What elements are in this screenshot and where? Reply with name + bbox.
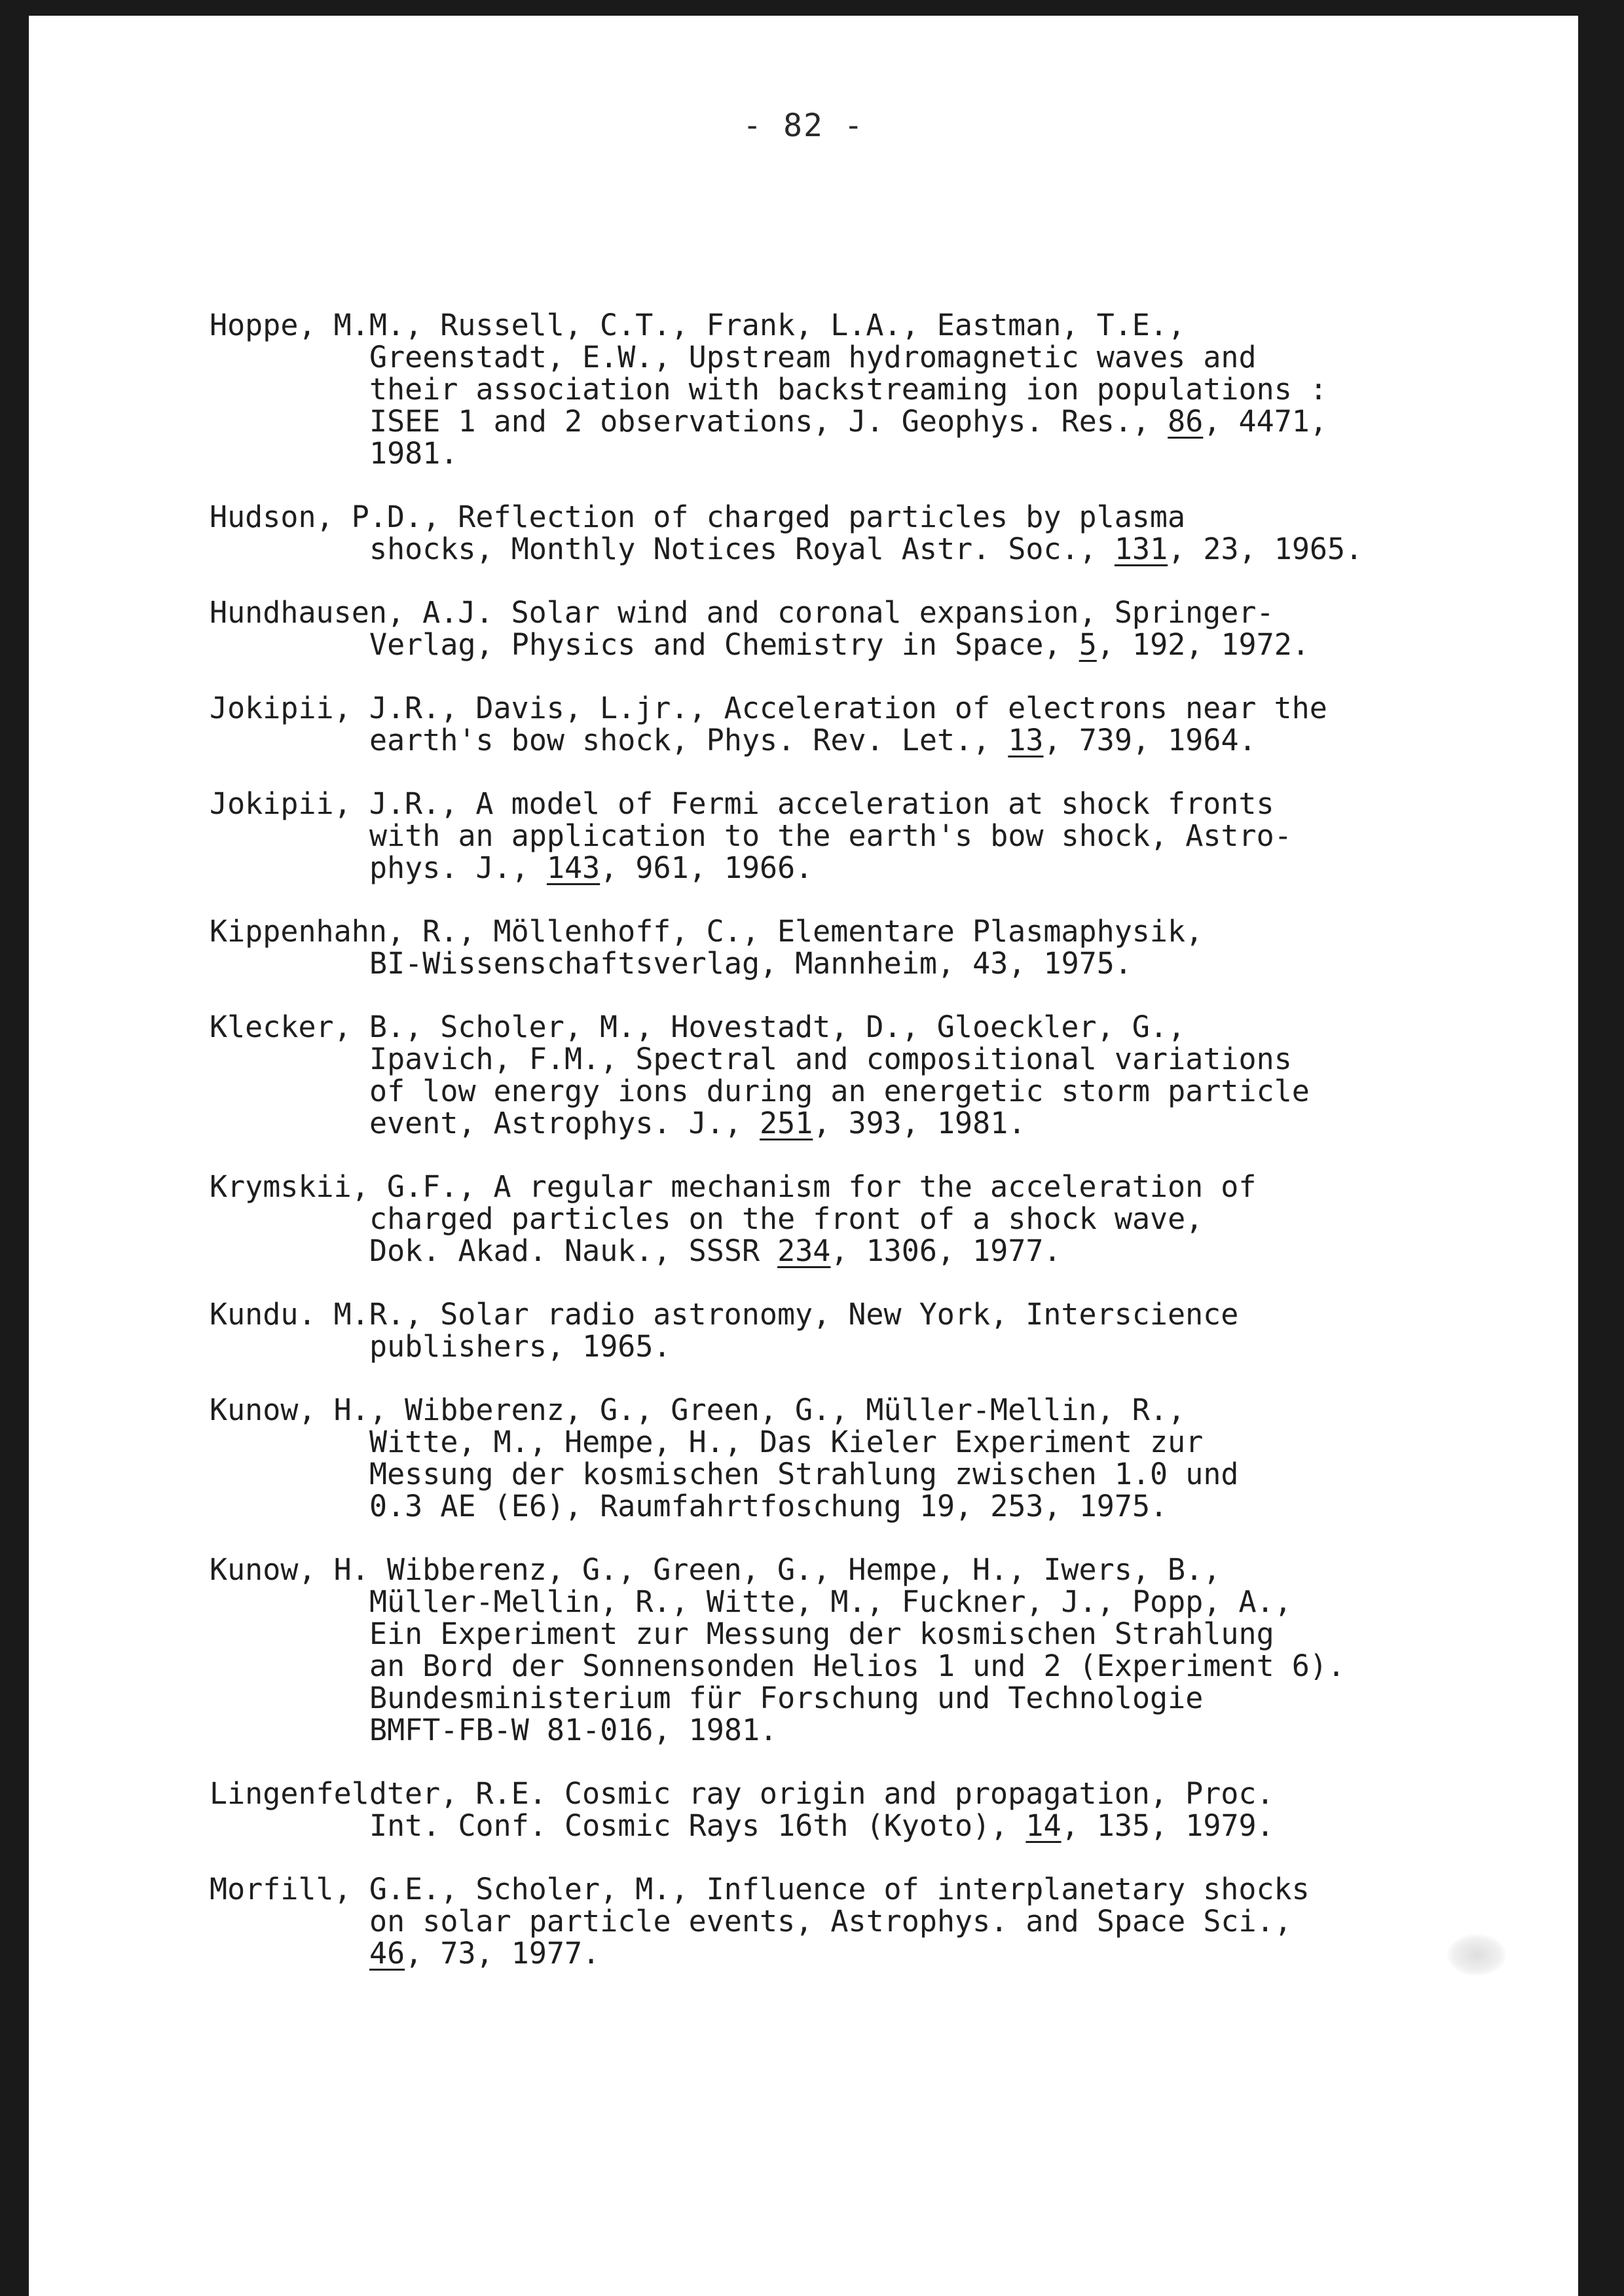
reference-text: Hudson, P.D., Reflection of charged particles by plasma: [210, 500, 1186, 534]
reference-text: ISEE 1 and 2 observations, J. Geophys. Res.,: [369, 404, 1168, 439]
reference-first-line: [210, 915, 1559, 947]
reference-text: with an application to the earth's bow shock, Astro-: [369, 818, 1292, 853]
reference-entry: [210, 915, 1559, 979]
reference-first-line: [210, 596, 1559, 629]
reference-first-line: [210, 1554, 1559, 1586]
reference-continuation-line: [210, 820, 1559, 852]
reference-continuation-line: [210, 533, 1559, 565]
reference-first-line: [210, 1777, 1559, 1810]
reference-entry: [210, 309, 1559, 469]
reference-continuation-line: [210, 1937, 1559, 1969]
reference-continuation-line: [210, 341, 1559, 373]
reference-text: an Bord der Sonnensonden Helios 1 und 2 (Experiment 6).: [369, 1649, 1346, 1683]
volume-number: 234: [777, 1233, 831, 1268]
reference-continuation-line: [210, 1714, 1559, 1746]
reference-text: shocks, Monthly Notices Royal Astr. Soc.,: [369, 532, 1115, 566]
reference-text: Kundu. M.R., Solar radio astronomy, New York, Interscience: [210, 1297, 1239, 1332]
reference-text: , 192, 1972.: [1096, 627, 1310, 662]
reference-text: earth's bow shock, Phys. Rev. Let.,: [369, 723, 1008, 757]
reference-text: Klecker, B., Scholer, M., Hovestadt, D., Gloeckler, G.,: [210, 1010, 1186, 1044]
volume-number: 5: [1079, 627, 1097, 662]
reference-continuation-line: [210, 1618, 1559, 1650]
reference-continuation-line: [210, 1458, 1559, 1490]
reference-text: Greenstadt, E.W., Upstream hydromagnetic waves and: [369, 340, 1257, 374]
reference-first-line: [210, 692, 1559, 724]
reference-entry: [210, 788, 1559, 884]
reference-text: Hoppe, M.M., Russell, C.T., Frank, L.A., Eastman, T.E.,: [210, 308, 1186, 342]
reference-entry: [210, 1554, 1559, 1746]
reference-continuation-line: [210, 1810, 1559, 1842]
reference-text: Ipavich, F.M., Spectral and compositional variations: [369, 1042, 1292, 1076]
reference-entry: [210, 1298, 1559, 1362]
reference-continuation-line: [210, 1043, 1559, 1075]
reference-text: , 4471,: [1203, 404, 1327, 439]
reference-text: , 739, 1964.: [1043, 723, 1257, 757]
reference-text: Bundesministerium für Forschung und Technologie: [369, 1681, 1204, 1715]
reference-entry: [210, 596, 1559, 661]
reference-text: Ein Experiment zur Messung der kosmischen Strahlung: [369, 1616, 1274, 1651]
reference-continuation-line: [210, 405, 1559, 437]
reference-continuation-line: [210, 1682, 1559, 1714]
reference-text: Dok. Akad. Nauk., SSSR: [369, 1233, 778, 1268]
reference-entry: [210, 1873, 1559, 1969]
document-page: [29, 16, 1578, 2296]
reference-text: 0.3 AE (E6), Raumfahrtfoschung 19, 253, 1975.: [369, 1489, 1168, 1523]
volume-number: 46: [369, 1936, 405, 1971]
reference-continuation-line: [210, 1426, 1559, 1458]
reference-entry: [210, 1171, 1559, 1267]
reference-text: of low energy ions during an energetic storm particle: [369, 1074, 1310, 1108]
reference-first-line: [210, 788, 1559, 820]
volume-number: 131: [1114, 532, 1168, 566]
reference-continuation-line: [210, 947, 1559, 979]
reference-first-line: [210, 1394, 1559, 1426]
reference-continuation-line: [210, 1330, 1559, 1362]
volume-number: 86: [1168, 404, 1204, 439]
reference-continuation-line: [210, 1586, 1559, 1618]
reference-text: Hundhausen, A.J. Solar wind and coronal expansion, Springer-: [210, 595, 1274, 630]
paper-smudge: [1447, 1934, 1506, 1976]
reference-list: [210, 309, 1559, 2001]
reference-text: Witte, M., Hempe, H., Das Kieler Experiment zur: [369, 1425, 1204, 1459]
reference-continuation-line: [210, 1107, 1559, 1139]
reference-entry: [210, 1777, 1559, 1842]
reference-text: , 135, 1979.: [1061, 1808, 1274, 1843]
reference-first-line: [210, 501, 1559, 533]
volume-number: 13: [1008, 723, 1044, 757]
reference-text: Jokipii, J.R., Davis, L.jr., Acceleration of electrons near the: [210, 691, 1327, 725]
reference-text: Int. Conf. Cosmic Rays 16th (Kyoto),: [369, 1808, 1026, 1843]
reference-first-line: [210, 1873, 1559, 1905]
reference-text: BMFT-FB-W 81-016, 1981.: [369, 1713, 778, 1747]
reference-continuation-line: [210, 437, 1559, 469]
reference-text: , 23, 1965.: [1168, 532, 1363, 566]
reference-continuation-line: [210, 373, 1559, 405]
reference-text: Lingenfeldter, R.E. Cosmic ray origin and propagation, Proc.: [210, 1776, 1274, 1811]
reference-text: Krymskii, G.F., A regular mechanism for the acceleration of: [210, 1169, 1257, 1204]
reference-first-line: [210, 1011, 1559, 1043]
volume-number: 14: [1025, 1808, 1061, 1843]
reference-entry: [210, 692, 1559, 756]
reference-continuation-line: [210, 629, 1559, 661]
reference-text: charged particles on the front of a shock wave,: [369, 1201, 1204, 1236]
reference-text: phys. J.,: [369, 850, 547, 885]
reference-text: , 393, 1981.: [813, 1106, 1026, 1140]
reference-continuation-line: [210, 1235, 1559, 1267]
page-number: - 82 -: [743, 107, 864, 144]
reference-text: Morfill, G.E., Scholer, M., Influence of interplanetary shocks: [210, 1872, 1310, 1906]
reference-text: Jokipii, J.R., A model of Fermi acceleration at shock fronts: [210, 786, 1274, 821]
reference-entry: [210, 1011, 1559, 1139]
reference-continuation-line: [210, 1075, 1559, 1107]
reference-entry: [210, 501, 1559, 565]
reference-text: Verlag, Physics and Chemistry in Space,: [369, 627, 1079, 662]
reference-text: their association with backstreaming ion populations :: [369, 372, 1327, 407]
reference-entry: [210, 1394, 1559, 1522]
reference-first-line: [210, 1298, 1559, 1330]
reference-text: on solar particle events, Astrophys. and Space Sci.,: [369, 1904, 1292, 1939]
reference-text: 1981.: [369, 436, 458, 471]
reference-text: Messung der kosmischen Strahlung zwischen 1.0 und: [369, 1457, 1239, 1491]
reference-text: event, Astrophys. J.,: [369, 1106, 760, 1140]
reference-text: Kippenhahn, R., Möllenhoff, C., Elementare Plasmaphysik,: [210, 914, 1204, 949]
volume-number: 251: [760, 1106, 813, 1140]
reference-text: , 1306, 1977.: [830, 1233, 1061, 1268]
reference-first-line: [210, 1171, 1559, 1203]
reference-text: Kunow, H., Wibberenz, G., Green, G., Müller-Mellin, R.,: [210, 1393, 1186, 1427]
reference-continuation-line: [210, 1905, 1559, 1937]
reference-continuation-line: [210, 724, 1559, 756]
reference-continuation-line: [210, 1203, 1559, 1235]
reference-text: , 73, 1977.: [405, 1936, 600, 1971]
reference-continuation-line: [210, 852, 1559, 884]
reference-text: publishers, 1965.: [369, 1329, 671, 1364]
reference-text: Kunow, H. Wibberenz, G., Green, G., Hempe, H., Iwers, B.,: [210, 1552, 1221, 1587]
reference-first-line: [210, 309, 1559, 341]
reference-text: , 961, 1966.: [600, 850, 813, 885]
reference-text: Müller-Mellin, R., Witte, M., Fuckner, J., Popp, A.,: [369, 1584, 1292, 1619]
reference-continuation-line: [210, 1650, 1559, 1682]
reference-text: BI-Wissenschaftsverlag, Mannheim, 43, 1975.: [369, 946, 1132, 981]
reference-continuation-line: [210, 1490, 1559, 1522]
volume-number: 143: [546, 850, 600, 885]
